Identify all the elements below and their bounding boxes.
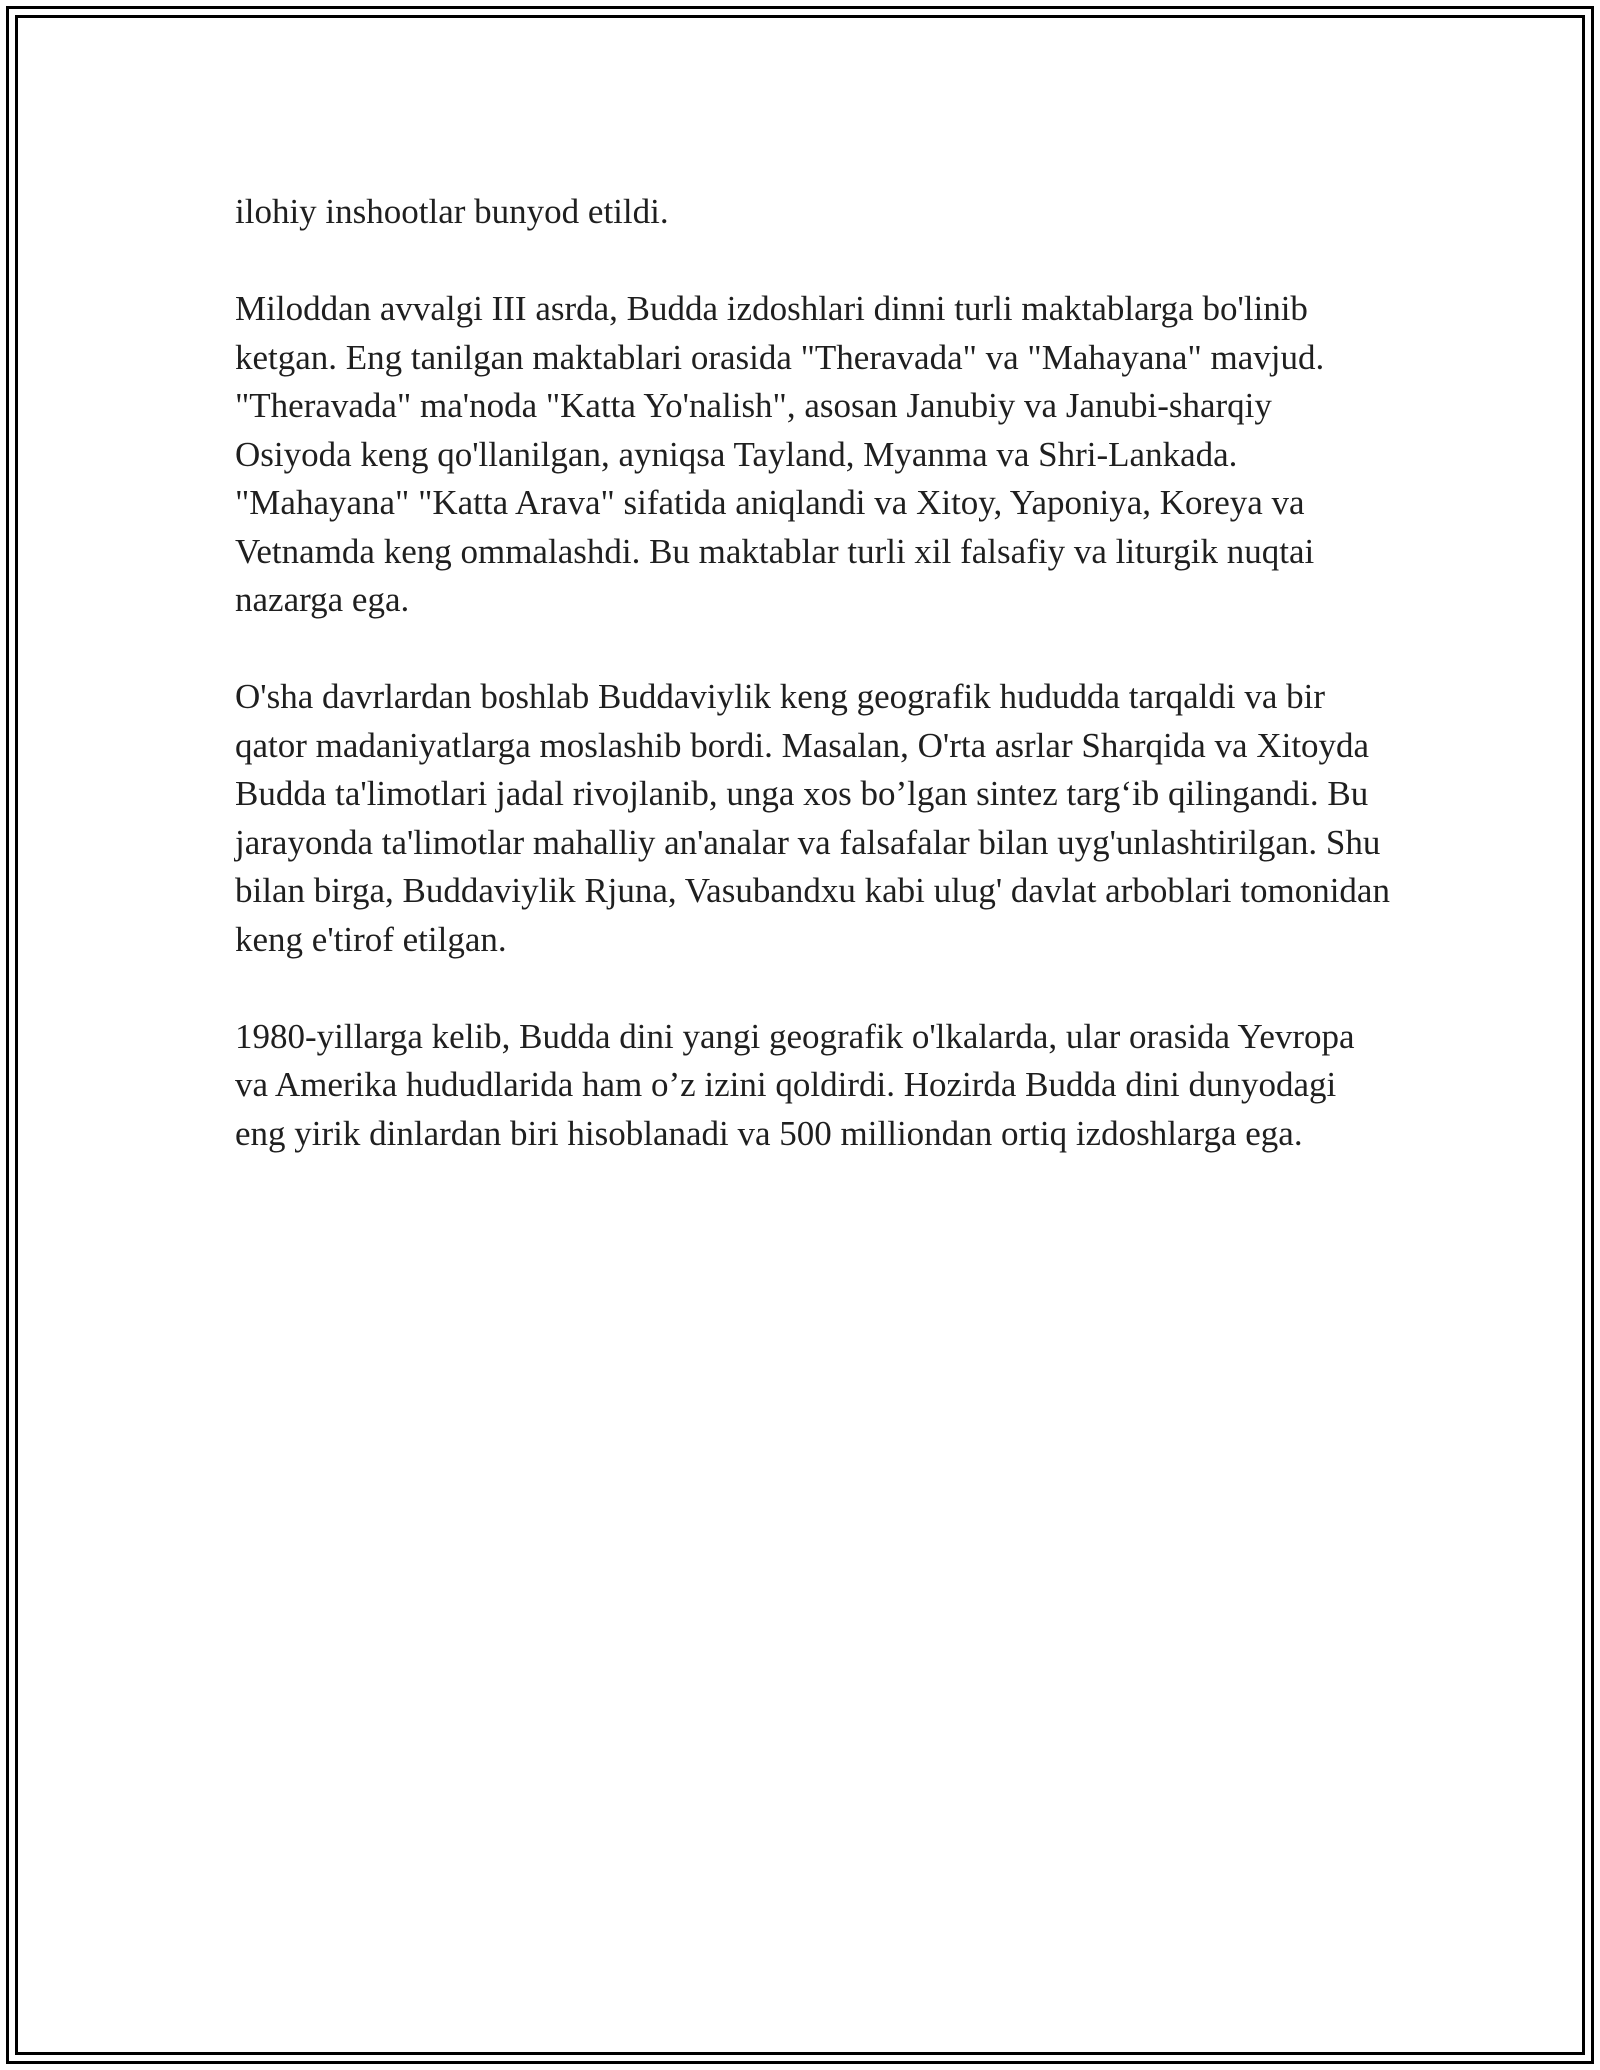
paragraph-4: 1980-yillarga kelib, Budda dini yangi geografik o'lkalarda, ular orasida Yevropa va Amerika hududlarida ham o’z izini qoldirdi. Hozirda Budda dini dunyodagi eng yirik dinlardan biri hisoblanadi va 500 milliondan ortiq izdoshlarga ega. xyxy=(235,1016,1355,1153)
paragraph-3: O'sha davrlardan boshlab Buddaviylik keng geografik hududda tarqaldi va bir qator madaniyatlarga moslashib bordi. Masalan, O'rta asrlar Sharqida va Xitoyda Budda ta'limotlari jadal rivojlanib, unga xos bo’lgan sintez targ‘ib qilingandi. Bu jarayonda ta'limotlar mahalliy an'analar va falsafalar bilan uyg'unlashtirilgan. Shu bilan birga, Buddaviylik Rjuna, Vasubandxu kabi ulug' davlat arboblari tomonidan keng e'tirof etilgan. xyxy=(235,677,1390,959)
paragraph-2: Miloddan avvalgi III asrda, Budda izdoshlari dinni turli maktablarga bo'linib ketgan. Eng tanilgan maktablari orasida "Theravada" va "Mahayana" mavjud. "Theravada" ma'noda "Katta Yo'nalish", asosan Janubiy va Janubi-sharqiy Osiyoda keng qo'llanilgan, ayniqsa Tayland, Myanma va Shri-Lankada. "Mahayana" "Katta Arava" sifatida aniqlandi va Xitoy, Yaponiya, Koreya va Vetnamda keng ommalashdi. Bu maktablar turli xil falsafiy va liturgik nuqtai nazarga ega. xyxy=(235,289,1325,619)
document-body xyxy=(235,188,1395,1207)
paragraph-1: ilohiy inshootlar bunyod etildi. xyxy=(235,192,669,231)
